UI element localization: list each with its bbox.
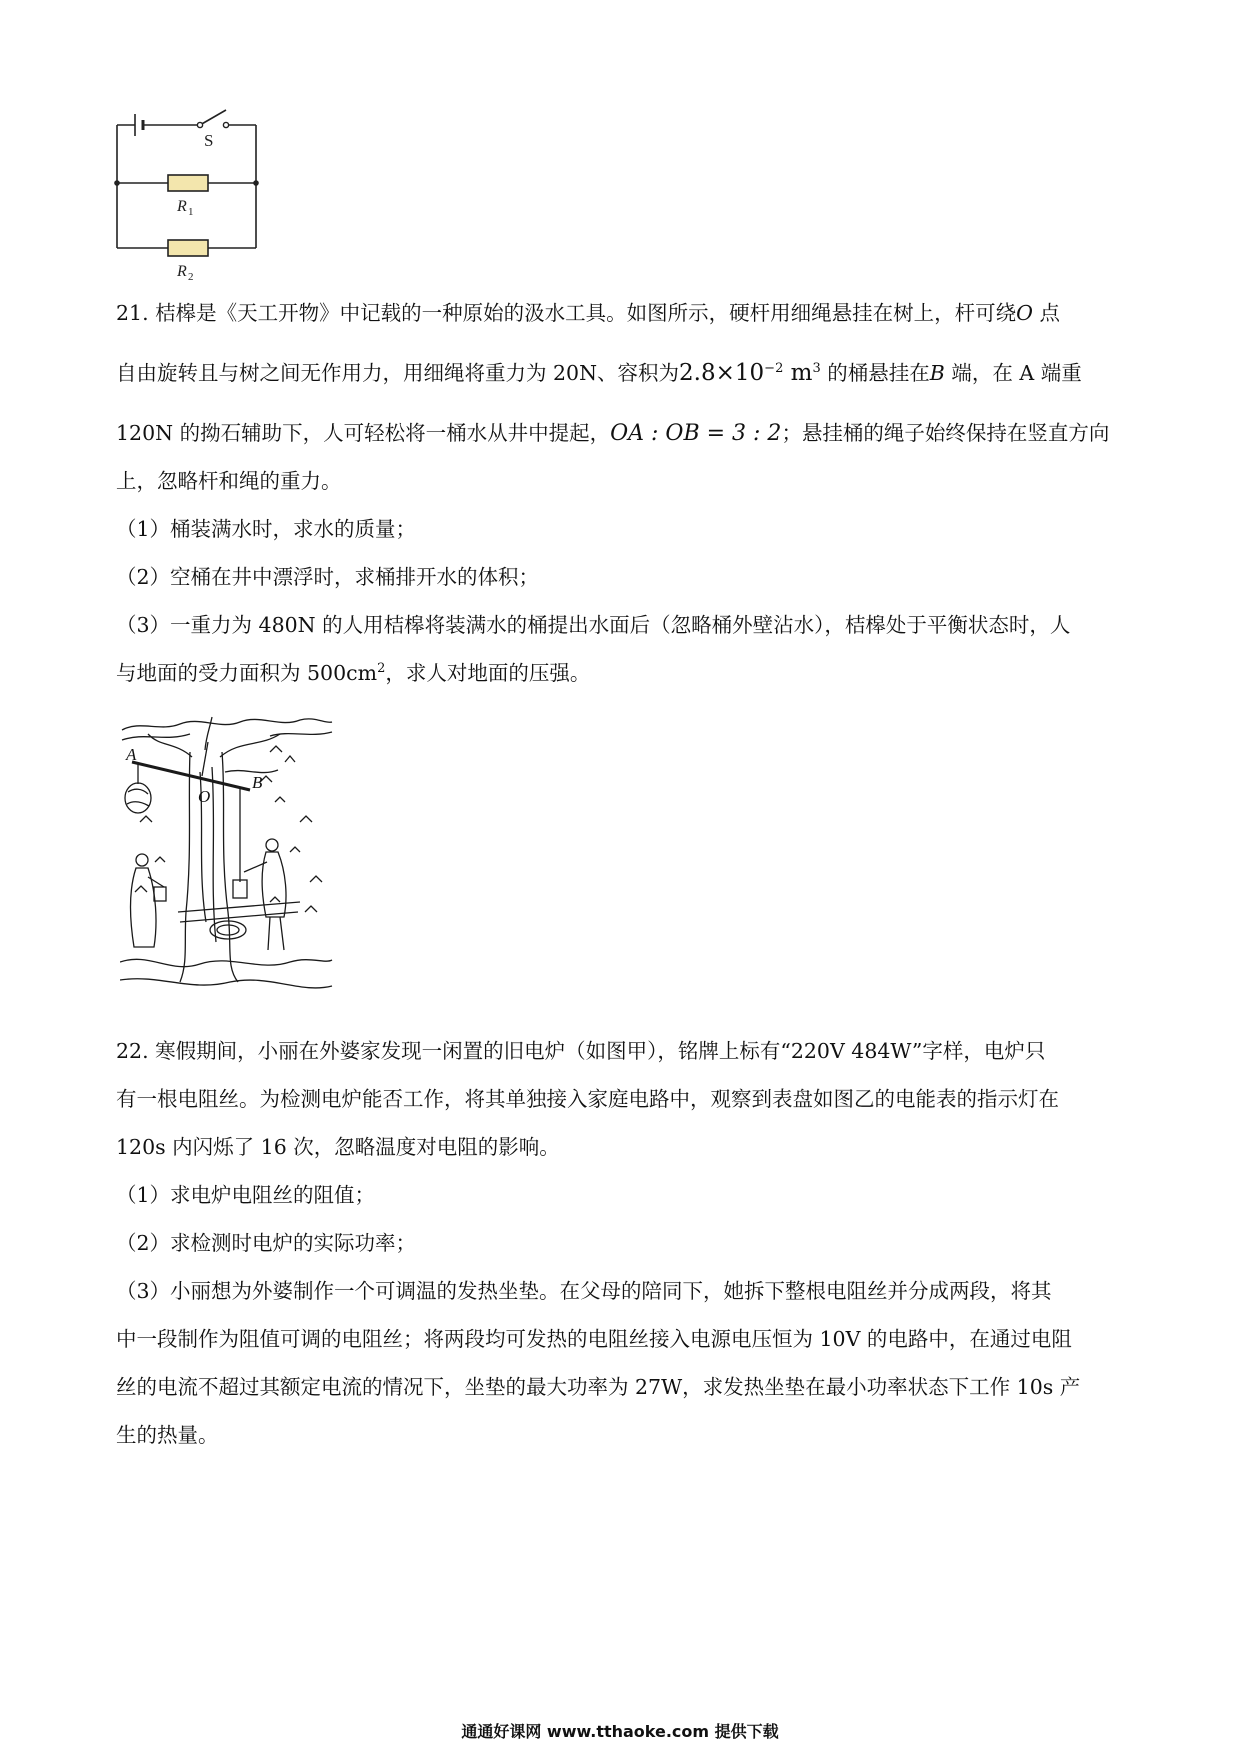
q21-part-3-line-1: （3）一重力为 480N 的人用桔槔将装满水的桶提出水面后（忽略桶外壁沾水），桔槔处于平衡状态时，人 bbox=[116, 613, 1071, 637]
label-A: A bbox=[126, 745, 137, 764]
q21-part-2: （2）空桶在井中漂浮时，求桶排开水的体积； bbox=[116, 565, 540, 589]
q21-line-2: 自由旋转且与树之间无作用力，用细绳将重力为 20N、容积为$2.8\times 10^{-2}$ $m^3$ 的桶悬挂在B 端，在 A 端重 bbox=[116, 360, 1082, 386]
q22-part-3-line-2: 中一段制作为阻值可调的电阻丝；将两段均可发热的电阻丝接入电源电压恒为 10V 的电路中，在通过电阻 bbox=[116, 1327, 1072, 1351]
q21-line-3: 120N 的拗石辅助下，人可轻松将一桶水从井中提起，OA : OB = 3 : 2；悬挂桶的绳子始终保持在竖直方向 bbox=[116, 421, 1110, 446]
label-B: B bbox=[252, 773, 263, 792]
q21-line-4: 上，忽略杆和绳的重力。 bbox=[116, 469, 342, 493]
q22-part-1: （1）求电炉电阻丝的阻值； bbox=[116, 1183, 376, 1207]
circuit-diagram bbox=[110, 100, 270, 285]
switch-label: S bbox=[204, 131, 214, 150]
r1-label: R bbox=[177, 198, 187, 215]
q21-part-1: （1）桶装满水时，求水的质量； bbox=[116, 517, 417, 541]
q21-part-3-line-2: 与地面的受力面积为 $500cm^2$，求人对地面的压强。 bbox=[116, 661, 591, 685]
r1-subscript: 1 bbox=[188, 206, 194, 218]
ratio-formula: OA : OB = 3 : 2 bbox=[610, 421, 782, 446]
q22-part-3-line-4: 生的热量。 bbox=[116, 1423, 219, 1447]
q22-line-1: 22. 寒假期间，小丽在外婆家发现一闲置的旧电炉（如图甲），铭牌上标有“220V 484W”字样，电炉只 bbox=[116, 1039, 1046, 1063]
volume-value: 2.8×10 bbox=[679, 360, 765, 386]
q22-line-2: 有一根电阻丝。为检测电炉能否工作，将其单独接入家庭电路中，观察到表盘如图乙的电能表的指示灯在 bbox=[116, 1087, 1059, 1111]
q21-line-1: 21. 桔槔是《天工开物》中记载的一种原始的汲水工具。如图所示，硬杆用细绳悬挂在树上，杆可绕O 点 bbox=[116, 301, 1060, 325]
page-footer: 通通好课网 www.tthaoke.com 提供下载 bbox=[461, 1722, 779, 1741]
q22-line-3: 120s 内闪烁了 16 次，忽略温度对电阻的影响。 bbox=[116, 1135, 560, 1159]
jiegao-illustration bbox=[120, 712, 335, 1002]
r2-subscript: 2 bbox=[188, 271, 194, 283]
r2-label: R bbox=[177, 263, 187, 280]
q22-part-3-line-3: 丝的电流不超过其额定电流的情况下，坐垫的最大功率为 27W，求发热坐垫在最小功率状态下工作 10s 产 bbox=[116, 1375, 1081, 1399]
q22-part-2: （2）求检测时电炉的实际功率； bbox=[116, 1231, 417, 1255]
point-O: O bbox=[1016, 301, 1033, 325]
label-O: O bbox=[198, 787, 211, 806]
q22-part-3-line-1: （3）小丽想为外婆制作一个可调温的发热坐垫。在父母的陪同下，她拆下整根电阻丝并分成两段，将其 bbox=[116, 1279, 1052, 1303]
